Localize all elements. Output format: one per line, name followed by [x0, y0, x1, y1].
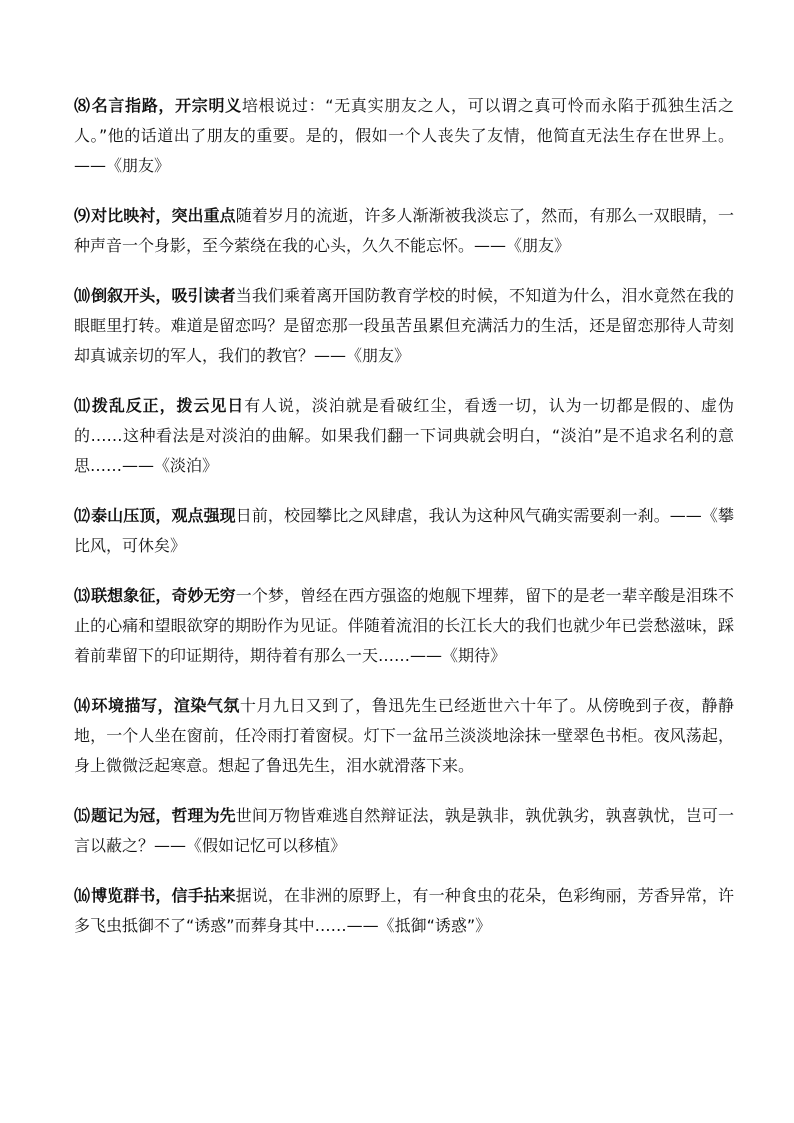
entry-15: [74, 801, 734, 861]
entry-heading: 拨乱反正，拨云见日: [91, 396, 245, 415]
entry-body: 世间万物皆难逃自然辩证法，孰是孰非，孰优孰劣，孰喜孰忧，岂可一言以蔽之？——《假如记忆可以移植》: [74, 806, 734, 855]
entry-10: [74, 281, 734, 371]
entry-heading: 倒叙开头，吸引读者: [91, 286, 236, 305]
entry-heading: 题记为冠，哲理为先: [91, 806, 236, 825]
entry-body: 据说，在非洲的原野上，有一种食虫的花朵，色彩绚丽，芳香异常，许多飞虫抵御不了“诱惑”而葬身其中……——《抵御“诱惑”》: [74, 886, 734, 935]
entry-8: [74, 91, 734, 181]
entry-11: [74, 391, 734, 481]
entry-heading: 名言指路，开宗明义: [91, 96, 242, 115]
entry-heading: 环境描写，渲染气氛: [91, 696, 240, 715]
entry-heading: 对比映衬，突出重点: [91, 206, 236, 225]
entry-heading: 博览群书，信手拈来: [91, 886, 236, 905]
entry-16: [74, 881, 734, 941]
entry-number: ⒃: [74, 886, 91, 905]
entry-number: ⑿: [74, 506, 91, 525]
entry-body: 当我们乘着离开国防教育学校的时候，不知道为什么，泪水竟然在我的眼眶里打转。难道是留恋吗？是留恋那一段虽苦虽累但充满活力的生活，还是留恋那待人苛刻却真诚亲切的军人，我们的教官？——《朋友》: [74, 286, 734, 365]
entry-body: 日前，校园攀比之风肆虐，我认为这种风气确实需要刹一刹。——《攀比风，可休矣》: [74, 506, 734, 555]
entry-number: ⑽: [74, 286, 91, 305]
entry-body: 培根说过：“无真实朋友之人，可以谓之真可怜而永陷于孤独生活之人。”他的话道出了朋友的重要。是的，假如一个人丧失了友情，他简直无法生存在世界上。——《朋友》: [74, 96, 734, 175]
entry-number: ⒀: [74, 586, 91, 605]
entry-body: 随着岁月的流逝，许多人渐渐被我淡忘了，然而，有那么一双眼睛，一种声音一个身影，至今萦绕在我的心头，久久不能忘怀。——《朋友》: [74, 206, 734, 255]
entry-number: ⑾: [74, 396, 91, 415]
entry-number: ⑼: [74, 206, 91, 225]
entry-number: ⑻: [74, 96, 91, 115]
entry-body: 有人说，淡泊就是看破红尘，看透一切，认为一切都是假的、虚伪的……这种看法是对淡泊的曲解。如果我们翻一下词典就会明白，“淡泊”是不追求名利的意思……——《淡泊》: [74, 396, 734, 475]
entry-14: [74, 691, 734, 781]
entry-12: [74, 501, 734, 561]
entry-body: 一个梦，曾经在西方强盗的炮舰下埋葬，留下的是老一辈辛酸是泪珠不止的心痛和望眼欲穿的期盼作为见证。伴随着流泪的长江长大的我们也就少年已尝愁滋味，踩着前辈留下的印证期待，期待着有那么一天……——《期待》: [74, 586, 734, 665]
entry-number: ⒁: [74, 696, 91, 715]
entry-heading: 泰山压顶，观点强现: [91, 506, 236, 525]
entry-number: ⒂: [74, 806, 91, 825]
entry-heading: 联想象征，奇妙无穷: [91, 586, 236, 605]
entry-9: [74, 201, 734, 261]
entry-body: 十月九日又到了，鲁迅先生已经逝世六十年了。从傍晚到子夜，静静地，一个人坐在窗前，任冷雨打着窗棂。灯下一盆吊兰淡淡地涂抹一壁翠色书柜。夜风荡起，身上微微泛起寒意。想起了鲁迅先生，泪水就滑落下来。: [74, 696, 734, 775]
entry-13: [74, 581, 734, 671]
document-page: [74, 91, 734, 961]
